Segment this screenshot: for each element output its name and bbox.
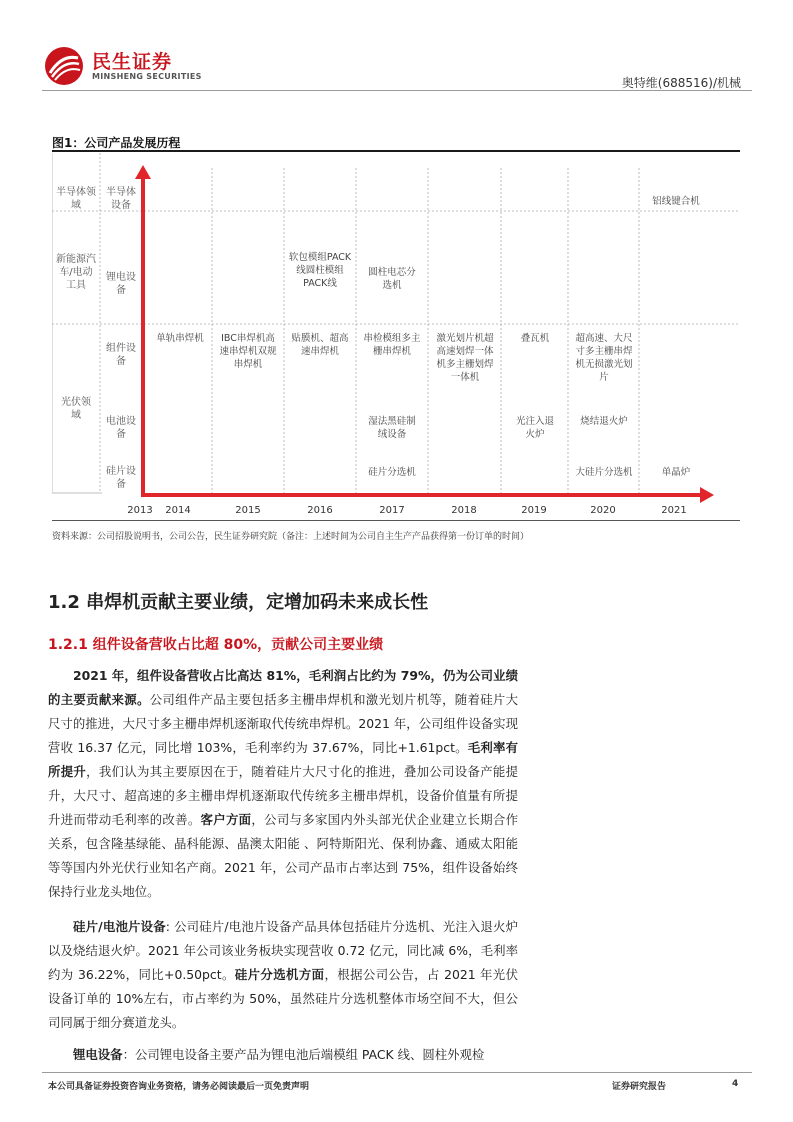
year-label: 2015 (235, 505, 261, 516)
para-text: ，根据公司公告，占 2021 年光伏设备订单的 10%左右，市占率约为 50%，虽然硅片分选机整体市场空间不大，但公司同属于细分赛道龙头。 (48, 967, 518, 1030)
header-divider (42, 90, 752, 91)
figure-source: 资料来源：公司招股说明书，公司公告，民生证券研究院（备注：上述时间为公司自主生产产品获得第一份订单的时间） (52, 532, 530, 542)
item-2017-module: 串检模组多主栅串焊机 (363, 333, 421, 357)
item-2020-wafer: 大硅片分选机 (575, 467, 633, 478)
para-text: 公司组件产品主要包括多主栅串焊机和激光划片机等，随着硅片大尺寸的推进，大尺寸多主栅串焊机逐渐取代传统串焊机。2021 年，公司组件设备实现营收 16.37 亿元，同比增 103%，毛利率约为 37.67%，同比+1.61pct。 (48, 692, 519, 755)
stock-label: 奥特维(688516)/机械 (621, 76, 741, 90)
item-2016-module: 贴膜机、超高速串焊机 (291, 333, 349, 357)
cat-li-equip: 锂电设备 (106, 272, 136, 296)
item-2020-module: 超高速、大尺寸多主栅串焊机无损激光划片 (575, 333, 633, 383)
paragraph-module-equipment (48, 664, 518, 904)
item-2015-module: IBC串焊机高速串焊机双规串焊机 (219, 333, 277, 370)
year-label: 2013 (127, 505, 153, 516)
cat-module-equip: 组件设备 (106, 343, 136, 367)
para-bold: 硅片分选机方面 (234, 967, 325, 982)
subsection-heading: 1.2.1 组件设备营收占比超 80%，贡献公司主要业绩 (48, 637, 384, 653)
field-pv: 光伏领域 (61, 397, 91, 421)
item-2017-li: 圆柱电芯分选机 (368, 267, 416, 291)
brand-logo-icon (44, 46, 84, 86)
para-bold: 硅片/电池片设备 (73, 919, 166, 934)
item-2016-li: 软包模组PACK线圆柱模组PACK线 (288, 252, 352, 289)
brand-name-en: MINSHENG SECURITIES (92, 72, 202, 81)
para-bold: 锂电设备 (73, 1047, 123, 1062)
year-label: 2016 (307, 505, 333, 516)
brand-name-cn: 民生证券 (92, 51, 173, 73)
paragraph-wafer-cell-equipment (48, 915, 518, 1035)
figure-title: 图1：公司产品发展历程 (52, 136, 181, 150)
field-semiconductor: 半导体领域 (56, 187, 96, 211)
para-bold: 2021 年，组件设备营收占比高达 81%，毛利润占比约为 79%，仍为公司业绩的主要贡献来源。 (48, 668, 518, 707)
para-text: : 公司硅片/电池片设备产品具体包括硅片分选机、光注入退火炉以及烧结退火炉。2021 年公司该业务板块实现营收 0.72 亿元，同比减 6%，毛利率约为 36.22%，同比+0.50pct。 (48, 919, 518, 982)
item-2014-module: 单轨串焊机 (156, 333, 204, 344)
footer-divider (42, 1072, 752, 1073)
item-2017-wafer: 硅片分选机 (368, 467, 416, 478)
footer-report-type: 证券研究报告 (612, 1082, 667, 1092)
year-label: 2020 (590, 505, 616, 516)
cat-semi-equip: 半导体设备 (106, 187, 136, 211)
para-text: ，我们认为其主要原因在于，随着硅片大尺寸化的推进，叠加公司设备产能提升，大尺寸、超高速的多主栅串焊机逐渐取代传统多主栅串焊机，设备价值量有所提升进而带动毛利率的改善。 (48, 764, 519, 827)
section-heading: 1.2 串焊机贡献主要业绩，定增加码未来成长性 (48, 592, 429, 613)
item-2019-cell: 光注入退火炉 (516, 416, 555, 440)
figure-bottom-rule (52, 520, 740, 521)
page-number: 4 (732, 1079, 739, 1089)
cat-wafer-equip: 硅片设备 (106, 466, 136, 490)
year-label: 2014 (165, 505, 191, 516)
item-2021-wafer: 单晶炉 (661, 467, 691, 478)
year-label: 2021 (661, 505, 687, 516)
paragraph-li-equipment (48, 1043, 518, 1067)
figure-top-rule (52, 150, 740, 152)
field-nev: 新能源汽车/电动工具 (56, 254, 96, 291)
product-timeline-chart (52, 153, 740, 521)
para-text: ，公司与多家国内外头部光伏企业建立长期合作关系，包含隆基绿能、晶科能源、晶澳太阳能 、阿特斯阳光、保利协鑫、通威太阳能等等国内外光伏行业知名产商。2021 年，公司产品市占率达到 75%，组件设备始终保持行业龙头地位。 (48, 812, 519, 899)
item-2020-cell: 烧结退火炉 (580, 416, 628, 427)
para-bold: 毛利率有所提升 (48, 740, 519, 779)
para-bold: 客户方面 (200, 812, 252, 827)
item-2018-module: 激光划片机超高速划焊一体机多主栅划焊一体机 (436, 333, 494, 383)
item-2017-cell: 湿法黑硅制绒设备 (368, 416, 416, 440)
year-label: 2018 (451, 505, 477, 516)
item-2021-semi: 铝线键合机 (652, 196, 700, 207)
cat-cell-equip: 电池设备 (106, 416, 136, 440)
item-2019-module: 叠瓦机 (520, 333, 550, 344)
para-text: ：公司锂电设备主要产品为锂电池后端模组 PACK 线、圆柱外观检 (122, 1047, 485, 1062)
year-label: 2019 (521, 505, 547, 516)
year-label: 2017 (379, 505, 405, 516)
footer-disclaimer: 本公司具备证券投资咨询业务资格，请务必阅读最后一页免责声明 (48, 1082, 310, 1092)
